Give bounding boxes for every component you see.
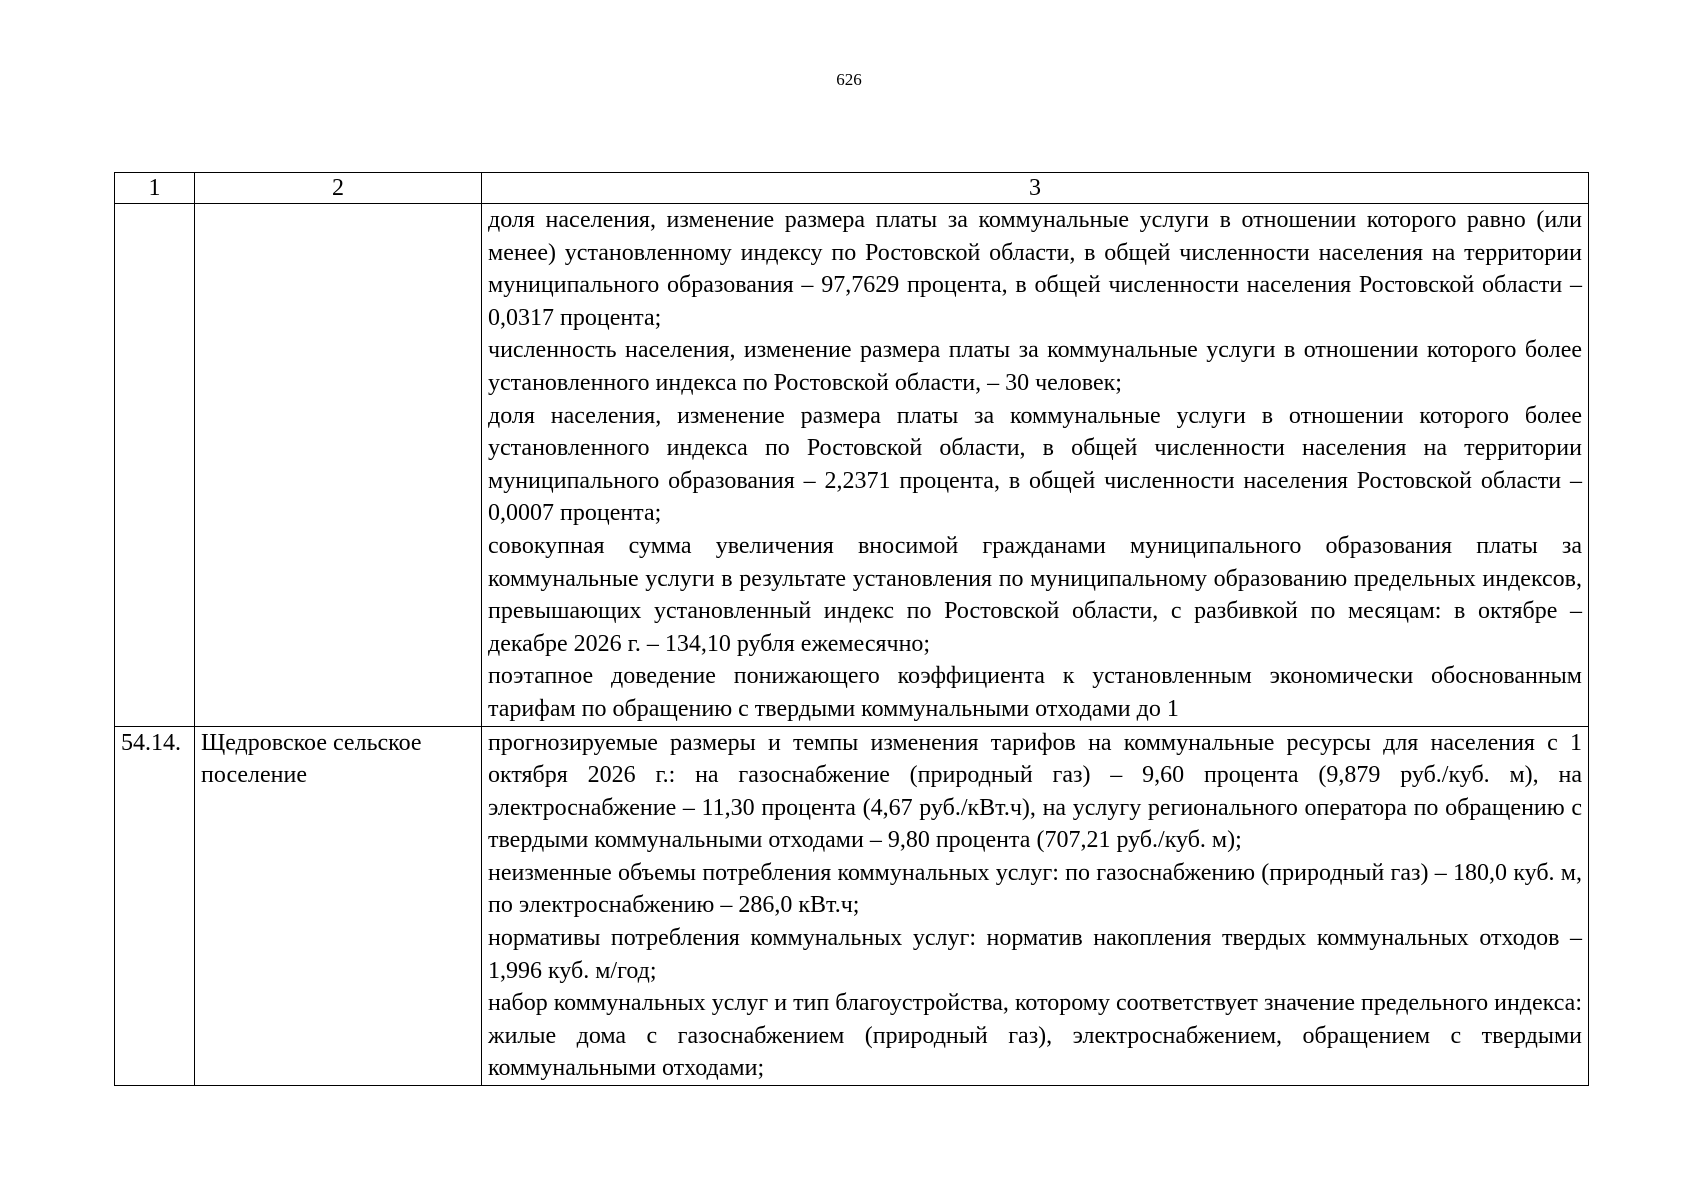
table-row [115,204,1589,727]
paragraph: численность населения, изменение размера платы за коммунальные услуги в отношении которого более установленного индекса по Ростовской области, – 30 человек; [488,337,1582,396]
paragraph: доля населения, изменение размера платы за коммунальные услуги в отношении которого равно (или менее) установленному индексу по Ростовской области, в общей численности населения на территории муниципального образования – 97,7629 процента, в общей численности населения Ростовской области – 0,0317 процента; [488,207,1582,331]
header-col-3: 3 [482,173,1589,204]
municipality-name-cell [195,204,482,727]
row-number-cell: 54.14. [115,726,195,1086]
document-table [114,172,1589,1086]
paragraph: нормативы потребления коммунальных услуг: норматив накопления твердых коммунальных отходов – 1,996 куб. м/год; [488,925,1582,984]
paragraph: неизменные объемы потребления коммунальных услуг: по газоснабжению (природный газ) – 180,0 куб. м, по электроснабжению – 286,0 кВт.ч; [488,859,1582,919]
paragraph: доля населения, изменение размера платы за коммунальные услуги в отношении которого более установленного индекса по Ростовской области, в общей численности населения на территории муниципального образования – 2,2371 процента, в общей численности населения Ростовской области – 0,0007 процента; [488,402,1582,527]
paragraph: прогнозируемые размеры и темпы изменения тарифов на коммунальные ресурсы для населения с 1 октября 2026 г.: на газоснабжение (природный газ) – 9,60 процента (9,879 руб./куб. м), на электроснабжение – 11,30 процента (4,67 руб./кВт.ч), на услугу регионального оператора по обращению с твердыми коммунальными отходами – 9,80 процента (707,21 руб./куб. м); [488,729,1582,854]
paragraph: поэтапное доведение понижающего коэффициента к установленным экономически обоснованным тарифам по обращению с твердыми коммунальными отходами до 1 [488,663,1582,722]
header-col-2: 2 [195,173,482,204]
municipality-name-cell: Щедровское сельское поселение [195,726,482,1086]
row-number-cell [115,204,195,727]
paragraph: совокупная сумма увеличения вносимой гражданами муниципального образования платы за коммунальные услуги в результате установления по муниципальному образованию предельных индексов, превышающих установленный индекс по Ростовской области, с разбивкой по месяцам: в октябре – декабре 2026 г. – 134,10 рубля ежемесячно; [488,532,1582,657]
table-row [115,726,1589,1086]
table-header-row [115,173,1589,204]
header-col-1: 1 [115,173,195,204]
description-cell [482,204,1589,727]
page-number: 626 [836,70,862,89]
description-cell [482,726,1589,1086]
paragraph: набор коммунальных услуг и тип благоустройства, которому соответствует значение предельного индекса: жилые дома с газоснабжением (природный газ), электроснабжением, обращением с твердыми коммунальными отходами; [488,990,1582,1082]
